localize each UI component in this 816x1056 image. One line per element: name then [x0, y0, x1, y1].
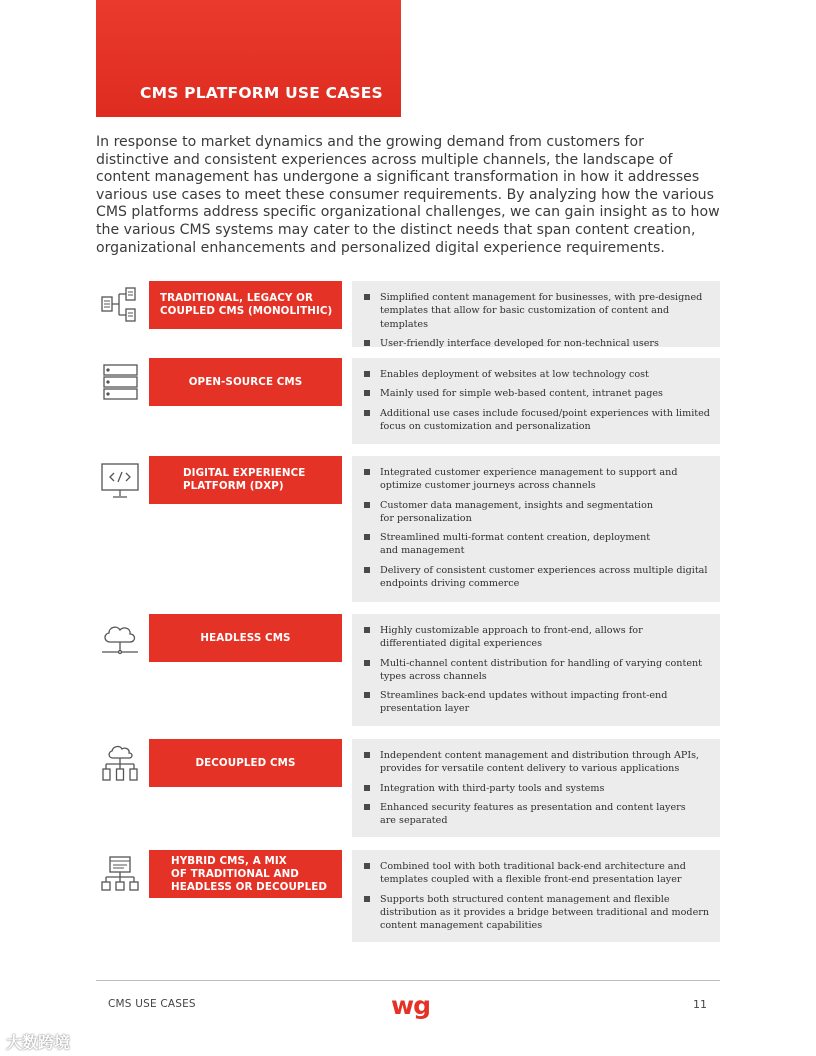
- server-stack-icon: [100, 362, 140, 402]
- use-case-label: DIGITAL EXPERIENCE PLATFORM (DXP): [149, 456, 342, 504]
- footer-section-title: CMS USE CASES: [108, 998, 196, 1010]
- use-case-label: TRADITIONAL, LEGACY OR COUPLED CMS (MONOLITHIC): [149, 281, 342, 329]
- watermark: 大数跨境: [6, 1033, 71, 1052]
- title-band: [96, 0, 401, 117]
- use-case-hybrid: [96, 850, 720, 942]
- list-item: Customer data management, insights and segmentation for personalization: [363, 499, 710, 526]
- page-title: CMS PLATFORM USE CASES: [140, 84, 383, 102]
- brand-logo: wg: [391, 991, 430, 1020]
- list-item: Streamlines back-end updates without impacting front-end presentation layer: [363, 689, 710, 716]
- footer-divider: [96, 980, 720, 981]
- use-case-decoupled: [96, 739, 720, 837]
- use-case-panel: [352, 456, 720, 602]
- list-item: Independent content management and distribution through APIs, provides for versatile content delivery to various applications: [363, 749, 710, 776]
- list-item: Enables deployment of websites at low technology cost: [363, 368, 710, 381]
- list-item: Additional use cases include focused/point experiences with limited focus on customization and personalization: [363, 407, 710, 434]
- use-case-label: OPEN-SOURCE CMS: [149, 358, 342, 406]
- use-case-headless: [96, 614, 720, 726]
- use-case-open-source: [96, 358, 720, 444]
- use-case-panel: [352, 614, 720, 726]
- intro-paragraph: In response to market dynamics and the growing demand from customers for distinctive and consistent experiences across multiple channels, the landscape of content management has undergone a significant transformation in how it addresses various use cases to meet these consumer requirements. By analyzing how the various CMS platforms address specific organizational challenges, we can gain insight as to how the various CMS systems may cater to the distinct needs that span content creation, organizational enhancements and personalized digital experience requirements.: [96, 134, 720, 256]
- browser-hierarchy-icon: [100, 854, 140, 894]
- cloud-network-icon: [100, 618, 140, 658]
- list-item: Mainly used for simple web-based content, intranet pages: [363, 387, 710, 400]
- list-item: Simplified content management for businesses, with pre-designed templates that allow for basic customization of content and templates: [363, 291, 710, 331]
- use-case-panel: [352, 850, 720, 942]
- list-item: Supports both structured content management and flexible distribution as it provides a bridge between traditional and modern content management capabilities: [363, 893, 710, 933]
- use-case-label: HYBRID CMS, A MIX OF TRADITIONAL AND HEADLESS OR DECOUPLED: [149, 850, 342, 898]
- list-item: Combined tool with both traditional back-end architecture and templates coupled with a flexible front-end presentation layer: [363, 860, 710, 887]
- list-item: Highly customizable approach to front-end, allows for differentiated digital experiences: [363, 624, 710, 651]
- list-item: Integrated customer experience management to support and optimize customer journeys across channels: [363, 466, 710, 493]
- use-case-label: HEADLESS CMS: [149, 614, 342, 662]
- use-case-panel: [352, 281, 720, 347]
- cloud-hierarchy-icon: [100, 743, 140, 783]
- use-case-label: DECOUPLED CMS: [149, 739, 342, 787]
- list-item: Enhanced security features as presentation and content layers are separated: [363, 801, 710, 828]
- code-monitor-icon: [100, 460, 140, 500]
- use-case-panel: [352, 739, 720, 837]
- use-case-traditional: [96, 281, 720, 347]
- use-case-dxp: [96, 456, 720, 602]
- list-item: Integration with third-party tools and systems: [363, 782, 710, 795]
- document-tree-icon: [100, 285, 140, 325]
- use-case-panel: [352, 358, 720, 444]
- page-number: 11: [693, 998, 707, 1011]
- list-item: User-friendly interface developed for non-technical users: [363, 337, 710, 350]
- list-item: Streamlined multi-format content creation, deployment and management: [363, 531, 710, 558]
- list-item: Delivery of consistent customer experiences across multiple digital endpoints driving commerce: [363, 564, 710, 591]
- list-item: Multi-channel content distribution for handling of varying content types across channels: [363, 657, 710, 684]
